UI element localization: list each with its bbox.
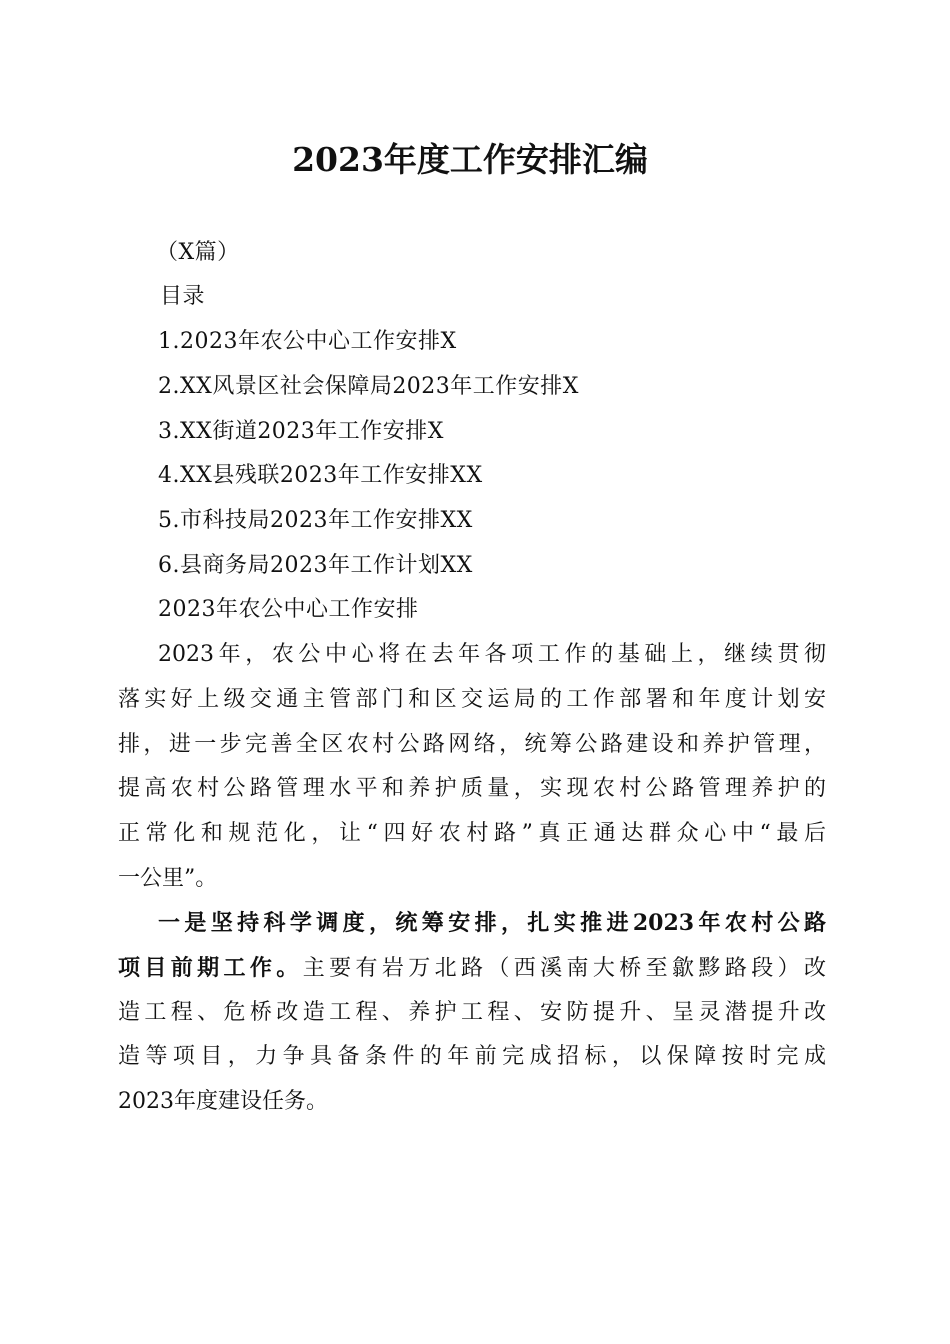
toc-item: 6.县商务局2023年工作计划XX bbox=[158, 553, 473, 578]
toc-item: 4.XX县残联2023年工作安排XX bbox=[158, 463, 483, 488]
document-title: 2023年度工作安排汇编 bbox=[292, 140, 648, 179]
document-subtitle: （X篇） bbox=[156, 240, 240, 265]
paragraph-line-rest: 主要有岩万北路（西溪南大桥至歙黟路段）改 bbox=[302, 956, 826, 981]
toc-heading: 目录 bbox=[160, 284, 206, 309]
paragraph-line: 2023年，农公中心将在去年各项工作的基础上，继续贯彻 bbox=[158, 642, 826, 667]
paragraph-line: 正常化和规范化，让“四好农村路”真正通达群众心中“最后 bbox=[118, 821, 826, 846]
paragraph-bold-tail: 项目前期工作。 bbox=[118, 955, 303, 981]
paragraph-line: 造等项目，力争具备条件的年前完成招标，以保障按时完成 bbox=[118, 1044, 826, 1069]
paragraph-line: 一公里”。 bbox=[118, 866, 218, 891]
paragraph-line: 落实好上级交通主管部门和区交运局的工作部署和年度计划安 bbox=[118, 687, 826, 712]
toc-item: 3.XX街道2023年工作安排X bbox=[158, 419, 444, 444]
paragraph-line-mixed bbox=[118, 953, 826, 984]
paragraph-line: 2023年度建设任务。 bbox=[118, 1089, 328, 1114]
toc-item: 5.市科技局2023年工作安排XX bbox=[158, 508, 473, 533]
paragraph-line: 提高农村公路管理水平和养护质量，实现农村公路管理养护的 bbox=[118, 776, 826, 801]
paragraph-line: 排，进一步完善全区农村公路网络，统筹公路建设和养护管理， bbox=[118, 732, 826, 757]
paragraph-bold-lead: 一是坚持科学调度，统筹安排，扎实推进2023年农村公路 bbox=[158, 910, 826, 936]
toc-item: 2.XX风景区社会保障局2023年工作安排X bbox=[158, 374, 579, 399]
toc-item: 1.2023年农公中心工作安排X bbox=[158, 329, 457, 354]
section-heading: 2023年农公中心工作安排 bbox=[158, 597, 419, 622]
paragraph-line: 造工程、危桥改造工程、养护工程、安防提升、呈灵潜提升改 bbox=[118, 1000, 826, 1025]
